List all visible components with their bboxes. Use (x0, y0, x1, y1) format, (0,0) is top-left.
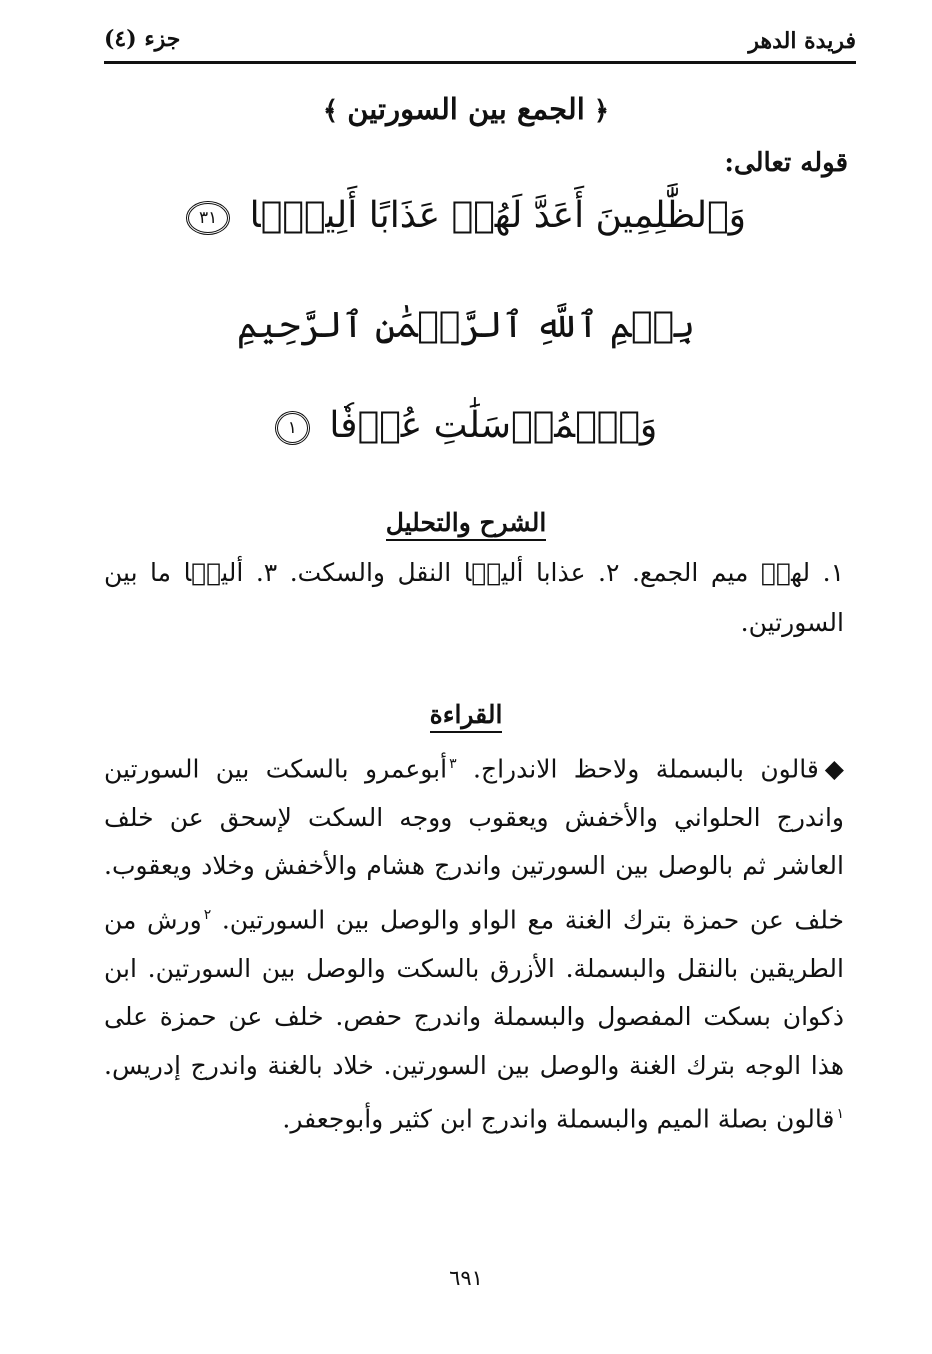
verse-1-text: وَٱلظَّٰلِمِينَ أَعَدَّ لَهُمۡ عَذَابًا أَلِيمَۢا (249, 195, 747, 236)
page-header (104, 18, 856, 64)
reading-paragraph (104, 740, 844, 1144)
verse-1 (0, 195, 932, 236)
ayah-number-mark: ١ (275, 411, 310, 445)
verse-2-text: وَٱلۡمُرۡسَلَٰتِ عُرۡفٗا (329, 405, 658, 446)
analysis-paragraph: ١. لهمۡ ميم الجمع. ٢. عذابا أليمۢا النقل والسكت. ٣. أليمۢا ما بين السورتين. (104, 558, 845, 637)
open-bracket: ﴿ (584, 96, 610, 126)
analysis-heading-text: الشرح والتحليل (386, 508, 547, 541)
reading-part-4: قالون بصلة الميم والبسملة واندرج ابن كثير وأبوجعفر. (282, 1104, 835, 1134)
footnote-marker-2[interactable]: ٢ (203, 906, 212, 923)
close-bracket: ﴾ (322, 96, 348, 126)
page-number: ٦٩١ (449, 1266, 483, 1290)
header-rule (104, 61, 856, 64)
header-book-title: فريدة الدهر (748, 28, 856, 54)
footnote-marker-3[interactable]: ٣ (449, 756, 457, 772)
verse-intro: قوله تعالى: (724, 148, 848, 178)
section-title (0, 92, 932, 126)
reading-heading-text: القراءة (430, 700, 503, 733)
footnote-marker-1[interactable]: ١ (836, 1106, 844, 1123)
basmala-text: بِسۡمِ ٱللَّهِ ٱلرَّحۡمَٰنِ ٱلرَّحِيمِ (236, 305, 696, 346)
ayah-number-mark: ٣١ (186, 201, 230, 235)
reading-heading (0, 700, 932, 733)
analysis-heading (0, 508, 932, 541)
section-title-text: الجمع بين السورتين (347, 92, 585, 126)
reading-part-3: ورش من الطريقين بالنقل والبسملة. الأزرق بالسكت والوصل بين السورتين. ابن ذكوان بسكت المفصول والبسملة واندرج حفص. خلف عن حمزة على هذا الوجه بترك الغنة والوصل بين السورتين. خلاد بالغنة واندرج إدريس. (104, 905, 844, 1080)
reading-part-1: قالون بالبسملة ولاحظ الاندراج. (473, 754, 819, 784)
verse-2 (0, 405, 932, 446)
basmala (0, 305, 932, 346)
header-part-number: جزء (٤) (104, 26, 181, 52)
diamond-bullet-icon: ◆ (824, 754, 845, 784)
reading-part-2: أبوعمرو بالسكت بين السورتين واندرج الحلواني والأخفش ويعقوب ووجه السكت لإسحق عن خلف العاشر ثم بالوصل بين السورتين واندرج هشام والأخفش وخلاد ويعقوب. خلف عن حمزة بترك الغنة مع الواو والوصل بين السورتين. (104, 754, 844, 935)
